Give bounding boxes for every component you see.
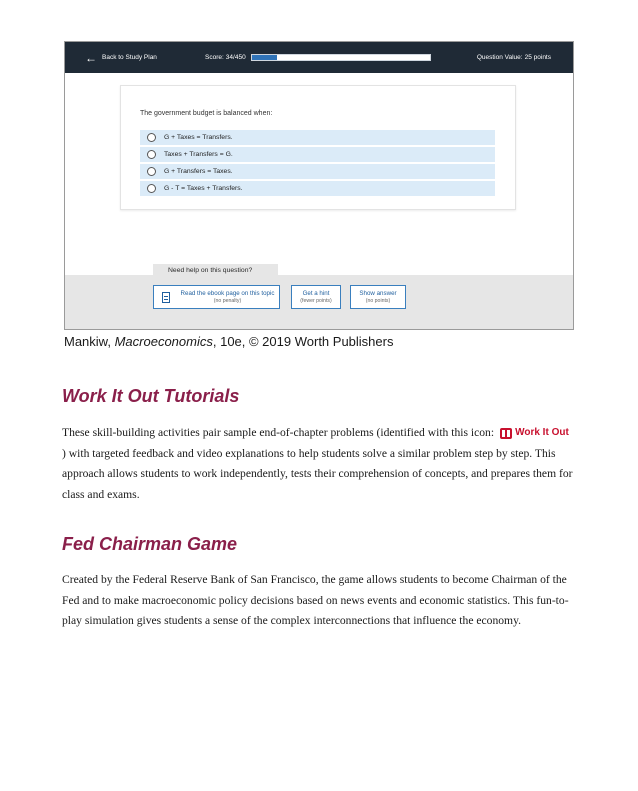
- answer-option[interactable]: [140, 130, 495, 145]
- get-hint-button[interactable]: [291, 285, 341, 309]
- option-text: G - T = Taxes + Transfers.: [164, 185, 243, 192]
- question-value-label: Question Value:: [476, 54, 523, 61]
- work-it-out-badge-label: Work It Out: [515, 427, 569, 439]
- question-value: [477, 42, 551, 73]
- score-progress-fill: [252, 55, 277, 60]
- answer-option[interactable]: [140, 164, 495, 179]
- read-ebook-button[interactable]: [153, 285, 280, 309]
- radio-button[interactable]: [147, 184, 156, 193]
- score-value: 34/450: [225, 54, 246, 61]
- hint-button-note: (fewer points): [300, 298, 332, 304]
- radio-button[interactable]: [147, 150, 156, 159]
- question-value-amount: 25 points: [524, 54, 551, 61]
- work-it-out-text: [62, 423, 577, 505]
- answer-button-note: (no points): [365, 298, 391, 304]
- answer-option[interactable]: [140, 147, 495, 162]
- top-bar: [65, 42, 573, 73]
- answer-option[interactable]: [140, 181, 495, 196]
- work-it-out-icon: [500, 428, 512, 439]
- caption-book-title: Macroeconomics: [114, 334, 213, 349]
- fed-chairman-text: Created by the Federal Reserve Bank of San Francisco, the game allows students to become Chairman of the Fed and to make macroeconomic policy decisions based on news events and economic statistics. This fun-to-play simulation gives students a sense of the complex interconnections that influence the economy.: [62, 573, 569, 627]
- score-display: [205, 42, 246, 73]
- score-progress-bar: [251, 54, 431, 61]
- ebook-button-label: Read the ebook page on this topic: [180, 290, 275, 297]
- help-bar: [65, 275, 573, 330]
- ebook-button-note: (no penalty): [213, 298, 242, 304]
- hint-button-label: Get a hint: [302, 290, 330, 297]
- option-text: G + Transfers = Taxes.: [164, 168, 233, 175]
- back-label: Back to Study Plan: [102, 54, 157, 61]
- work-it-out-text-end: ) with targeted feedback and video explanations to help students solve a similar problem step by step. This approach allows students to work independently, tests their comprehension of concepts, and prepares them for class and exams.: [62, 446, 573, 501]
- show-answer-button[interactable]: [350, 285, 406, 309]
- work-it-out-text-start: These skill-building activities pair sample end-of-chapter problems (identified with this icon:: [62, 426, 495, 439]
- option-text: G + Taxes = Transfers.: [164, 134, 233, 141]
- fed-chairman-heading: Fed Chairman Game: [62, 534, 238, 554]
- answer-button-label: Show answer: [359, 290, 397, 297]
- help-tab: Need help on this question?: [153, 264, 278, 277]
- figure-caption: [64, 334, 393, 349]
- work-it-out-heading: Work It Out Tutorials: [62, 386, 240, 406]
- back-to-study-plan-button[interactable]: [85, 42, 157, 73]
- score-label: Score:: [205, 54, 224, 61]
- arrow-left-icon: ←: [85, 50, 97, 65]
- option-text: Taxes + Transfers = G.: [164, 151, 233, 158]
- question-prompt: The government budget is balanced when:: [140, 110, 273, 117]
- question-card: [120, 85, 516, 210]
- question-area: [65, 73, 573, 275]
- caption-author: Mankiw,: [64, 334, 111, 349]
- answer-options: [140, 130, 495, 198]
- radio-button[interactable]: [147, 133, 156, 142]
- document-icon: [162, 292, 170, 303]
- work-it-out-badge: [500, 423, 569, 444]
- study-plan-screenshot: [64, 41, 574, 330]
- caption-publisher: , 10e, © 2019 Worth Publishers: [212, 334, 394, 349]
- radio-button[interactable]: [147, 167, 156, 176]
